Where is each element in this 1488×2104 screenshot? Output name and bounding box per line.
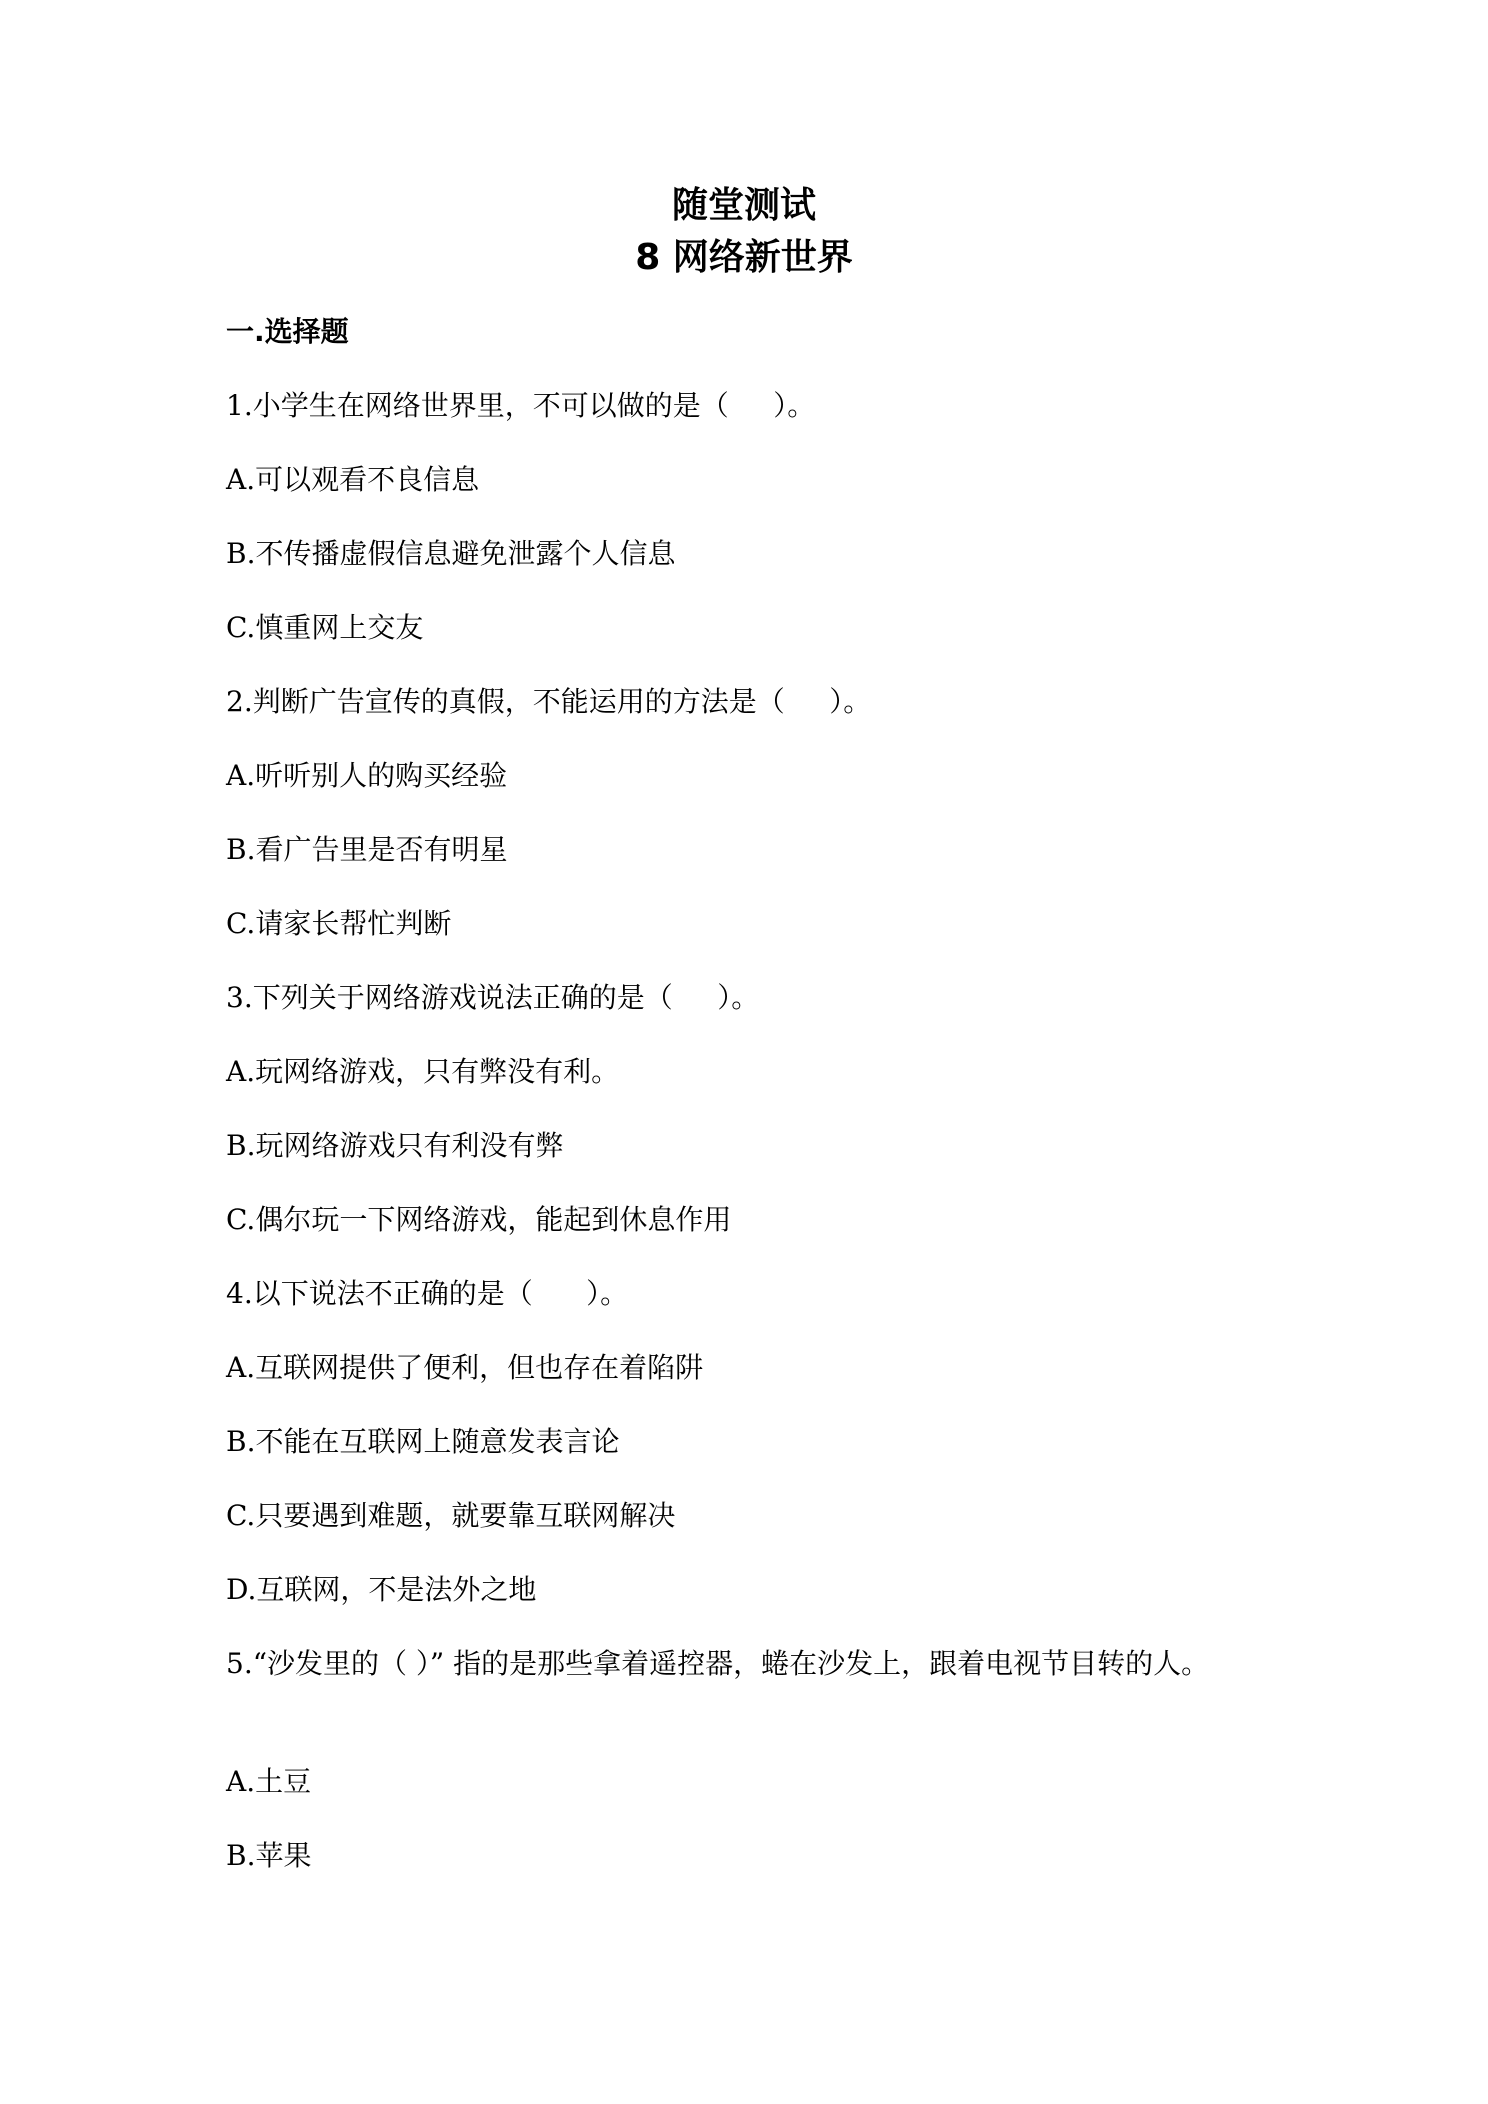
question-4-stem: 4.以下说法不正确的是（ ）。 (226, 1277, 629, 1310)
question-1-option-a: A.可以观看不良信息 (226, 463, 480, 496)
question-2-option-a: A.听听别人的购买经验 (226, 759, 508, 792)
question-4-option-d: D.互联网，不是法外之地 (226, 1573, 537, 1606)
page-subtitle: 8 网络新世界 (635, 237, 853, 278)
question-1-option-c: C.慎重网上交友 (226, 611, 424, 644)
question-4-option-c: C.只要遇到难题，就要靠互联网解决 (226, 1499, 676, 1532)
question-5-option-b: B.苹果 (226, 1839, 312, 1872)
section-heading: 一.选择题 (226, 315, 349, 348)
question-4-option-b: B.不能在互联网上随意发表言论 (226, 1425, 620, 1458)
question-4-option-a: A.互联网提供了便利，但也存在着陷阱 (226, 1351, 704, 1384)
page-title: 随堂测试 (671, 185, 816, 226)
question-2-stem: 2.判断广告宣传的真假，不能运用的方法是（ ）。 (226, 685, 872, 718)
question-5-option-a: A.土豆 (226, 1765, 312, 1798)
question-3-option-a: A.玩网络游戏，只有弊没有利。 (226, 1055, 620, 1088)
question-1-option-b: B.不传播虚假信息避免泄露个人信息 (226, 537, 676, 570)
question-3-option-b: B.玩网络游戏只有利没有弊 (226, 1129, 564, 1162)
question-2-option-b: B.看广告里是否有明星 (226, 833, 508, 866)
question-5-stem: 5.“沙发里的（ ）” 指的是那些拿着遥控器，蜷在沙发上，跟着电视节目转的人。 (226, 1647, 1210, 1680)
question-3-stem: 3.下列关于网络游戏说法正确的是（ ）。 (226, 981, 760, 1014)
question-2-option-c: C.请家长帮忙判断 (226, 907, 452, 940)
question-3-option-c: C.偶尔玩一下网络游戏，能起到休息作用 (226, 1203, 732, 1236)
title-block (0, 180, 1488, 284)
question-1-stem: 1.小学生在网络世界里，不可以做的是（ ）。 (226, 389, 816, 422)
